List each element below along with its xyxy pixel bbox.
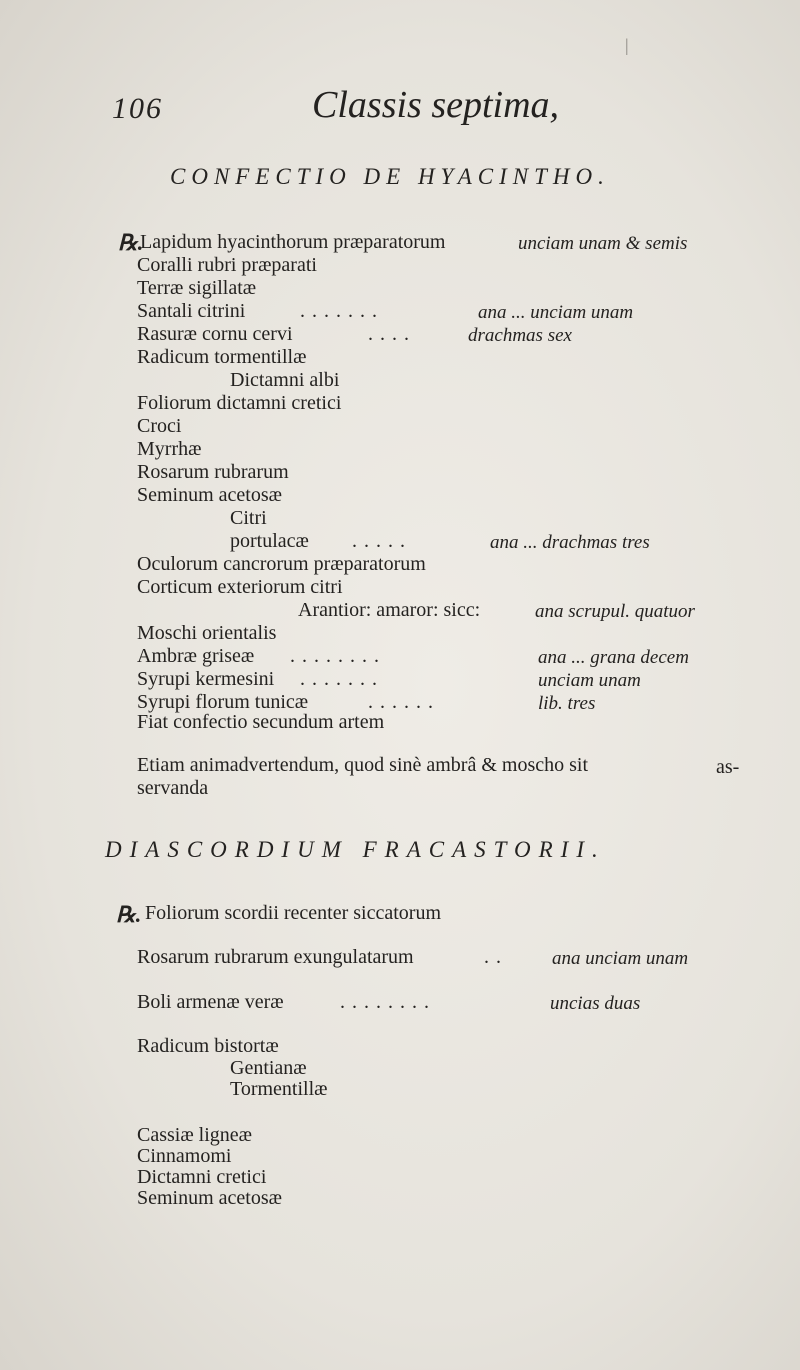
- ingredient-line: Citri: [230, 507, 267, 529]
- ingredient-line: Foliorum scordii recenter siccatorum: [145, 902, 442, 924]
- section-title-diascordium: DIASCORDIUM FRACASTORII.: [105, 837, 606, 862]
- ingredient-line: Lapidum hyacinthorum præparatorum: [140, 231, 446, 253]
- ingredient-line: Cinnamomi: [137, 1145, 232, 1167]
- ingredient-line: Ambræ griseæ: [137, 645, 255, 667]
- ingredient-line: Dictamni albi: [230, 369, 340, 391]
- ingredient-line: Syrupi florum tunicæ: [137, 691, 309, 713]
- leader-dots: ..: [484, 946, 508, 968]
- ingredient-line: Foliorum dictamni cretici: [137, 392, 342, 414]
- note-hyphen: as-: [716, 756, 740, 778]
- ingredient-line: Myrrhæ: [137, 438, 202, 460]
- leader-dots: ........: [290, 645, 386, 667]
- ingredient-line: Corticum exteriorum citri: [137, 576, 343, 598]
- ingredient-line: Tormentillæ: [230, 1078, 328, 1100]
- ingredient-line: Arantior: amaror: sicc:: [298, 599, 481, 621]
- amount-label: uncias duas: [550, 993, 641, 1014]
- ingredient-line: Boli armenæ veræ: [137, 991, 284, 1013]
- amount-label: ana unciam unam: [552, 948, 689, 969]
- note-paragraph-line: Etiam animadvertendum, quod sinè ambrâ & moscho sit: [137, 754, 589, 776]
- ingredient-line: Syrupi kermesini: [137, 668, 275, 690]
- leader-dots: .......: [300, 668, 384, 690]
- ingredient-line: Radicum bistortæ: [137, 1035, 279, 1057]
- page-number: 106: [112, 92, 163, 125]
- amount-label: unciam unam & semis: [518, 233, 688, 254]
- recipe-symbol: ℞.: [118, 230, 144, 255]
- ingredient-line: Croci: [137, 415, 182, 437]
- amount-label: ana scrupul. quatuor: [535, 601, 695, 622]
- ingredient-line: Oculorum cancrorum præparatorum: [137, 553, 426, 575]
- recipe-symbol: ℞.: [116, 902, 142, 927]
- ingredient-line: Gentianæ: [230, 1057, 307, 1079]
- ingredient-line: Dictamni cretici: [137, 1166, 267, 1188]
- ingredient-line: Radicum tormentillæ: [137, 346, 307, 368]
- leader-dots: .....: [352, 530, 412, 552]
- ingredient-line: Cassiæ ligneæ: [137, 1124, 253, 1146]
- margin-mark: |: [625, 35, 629, 55]
- leader-dots: ....: [368, 323, 416, 345]
- note-paragraph-line: servanda: [137, 777, 209, 799]
- section-title-confectio: CONFECTIO DE HYACINTHO.: [170, 164, 610, 189]
- ingredient-line: Rasuræ cornu cervi: [137, 323, 293, 345]
- ingredient-line: Rosarum rubrarum: [137, 461, 289, 483]
- ingredient-line: Santali citrini: [137, 300, 246, 322]
- leader-dots: ......: [368, 691, 440, 713]
- amount-label: ana ... grana decem: [538, 647, 689, 668]
- amount-label: ana ... drachmas tres: [490, 532, 650, 553]
- ingredient-line: Rosarum rubrarum exungulatarum: [137, 946, 414, 968]
- running-head: Classis septima,: [312, 84, 560, 126]
- ingredient-line: portulacæ: [230, 530, 309, 552]
- ingredient-line: Terræ sigillatæ: [137, 277, 257, 299]
- amount-label: unciam unam: [538, 670, 641, 691]
- amount-label: lib. tres: [538, 693, 596, 714]
- ingredient-line: Seminum acetosæ: [137, 484, 282, 506]
- ingredient-line: Moschi orientalis: [137, 622, 277, 644]
- leader-dots: .......: [300, 300, 384, 322]
- ingredient-line: Fiat confectio secundum artem: [137, 711, 385, 733]
- leader-dots: ........: [340, 991, 436, 1013]
- ingredient-line: Seminum acetosæ: [137, 1187, 282, 1209]
- amount-label: ana ... unciam unam: [478, 302, 634, 323]
- ingredient-line: Coralli rubri præparati: [137, 254, 317, 276]
- amount-label: drachmas sex: [468, 325, 572, 346]
